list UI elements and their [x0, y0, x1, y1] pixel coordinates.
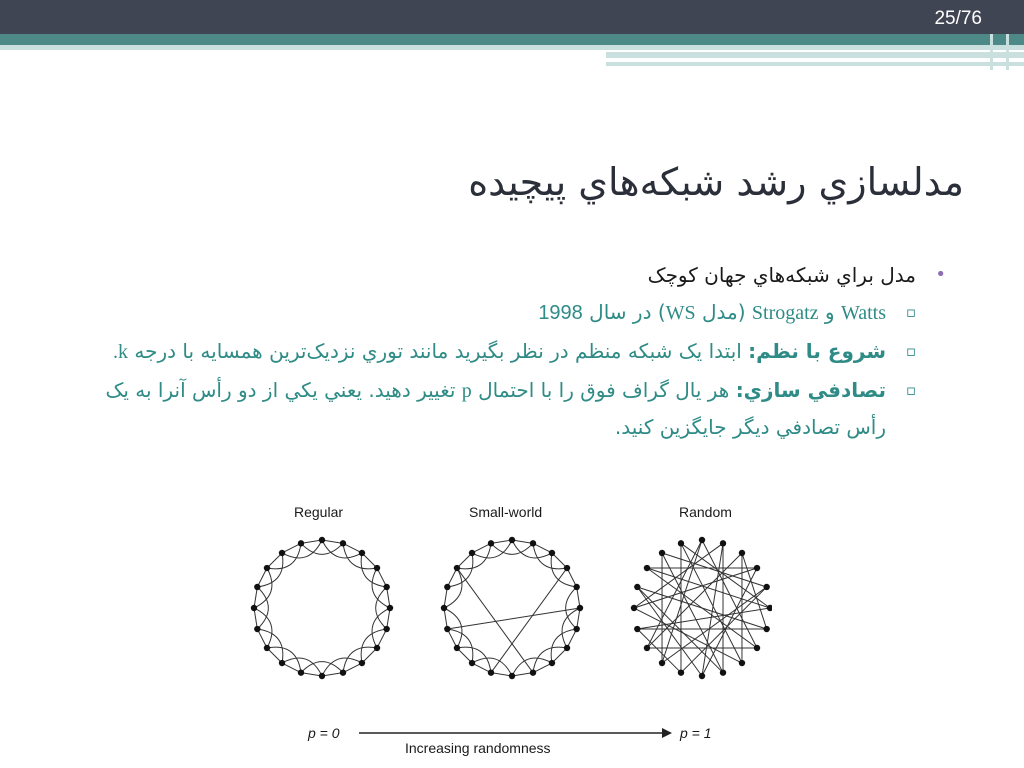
network-node	[577, 605, 583, 611]
network-node	[469, 550, 475, 556]
text-and: و	[818, 300, 841, 324]
network-node	[454, 645, 460, 651]
bullet-square-icon: ▫	[905, 342, 916, 360]
small-world-network	[441, 537, 583, 679]
network-node	[279, 660, 285, 666]
bullet-sub-2-text: ابتدا يک شبکه منظم در نظر بگيريد مانند توري نزديک‌ترين همسايه با درجه	[128, 339, 749, 363]
neighbor-edge	[447, 629, 473, 663]
network-node	[298, 669, 304, 675]
shortcut-edge	[447, 608, 580, 629]
decor-band	[606, 52, 1024, 58]
network-node	[720, 669, 726, 675]
label-random: Random	[679, 504, 732, 520]
neighbor-edge	[361, 629, 387, 663]
bullet-dot-icon: •	[935, 264, 946, 285]
network-node	[340, 540, 346, 546]
network-node	[739, 550, 745, 556]
bullet-sub-3-bold: تصادفي سازي:	[735, 378, 886, 402]
network-node	[644, 565, 650, 571]
network-node	[264, 645, 270, 651]
network-node	[573, 626, 579, 632]
network-node	[549, 550, 555, 556]
random-edge	[681, 543, 742, 663]
network-node	[319, 537, 325, 543]
decor-band	[1006, 34, 1009, 70]
bullet-sub-2-bold: شروع با نظم:	[748, 339, 886, 363]
network-node	[678, 669, 684, 675]
network-node	[549, 660, 555, 666]
neighbor-edge	[533, 647, 567, 673]
author-strogatz: Strogatz	[751, 302, 819, 324]
network-node	[509, 673, 515, 679]
neighbor-edge	[343, 647, 377, 673]
network-node	[530, 669, 536, 675]
label-regular: Regular	[294, 504, 344, 520]
network-node	[631, 605, 637, 611]
network-node	[634, 626, 640, 632]
regular-network	[251, 537, 393, 679]
network-node	[444, 626, 450, 632]
network-node	[441, 605, 447, 611]
decor-band	[990, 34, 993, 70]
network-node	[454, 565, 460, 571]
neighbor-edge	[376, 587, 387, 629]
network-node	[530, 540, 536, 546]
neighbor-edge	[267, 543, 301, 569]
network-node	[374, 645, 380, 651]
network-node	[659, 550, 665, 556]
random-edge	[647, 553, 742, 648]
neighbor-edge	[257, 587, 268, 629]
neighbor-edge	[301, 543, 343, 554]
bullet-sub-3	[86, 372, 946, 445]
network-figure	[232, 496, 772, 766]
random-edge	[647, 568, 770, 608]
arrow-head-icon	[662, 728, 672, 738]
network-node	[564, 645, 570, 651]
network-node	[279, 550, 285, 556]
network-node	[720, 540, 726, 546]
network-node	[659, 660, 665, 666]
shortcut-edge	[457, 568, 533, 673]
random-edge	[634, 543, 723, 608]
random-edge	[702, 540, 757, 648]
network-node	[444, 584, 450, 590]
random-edge	[662, 553, 723, 673]
network-node	[383, 584, 389, 590]
network-node	[739, 660, 745, 666]
decor-band	[0, 45, 1024, 50]
neighbor-edge	[447, 553, 473, 587]
network-node	[488, 669, 494, 675]
bullet-sub-2	[86, 333, 946, 370]
network-node	[340, 669, 346, 675]
neighbor-edge	[491, 543, 533, 554]
neighbor-edge	[361, 553, 387, 587]
network-node	[763, 626, 769, 632]
decor-band	[606, 62, 1024, 66]
network-node	[264, 565, 270, 571]
network-node	[699, 537, 705, 543]
bullet-main	[86, 258, 946, 292]
bullet-sub-1	[86, 294, 946, 331]
network-node	[754, 565, 760, 571]
label-p0: p = 0	[308, 725, 340, 741]
random-edge	[647, 540, 702, 648]
neighbor-edge	[457, 647, 491, 673]
network-node	[699, 673, 705, 679]
neighbor-edge	[457, 543, 491, 569]
network-node	[251, 605, 257, 611]
slide-content	[86, 258, 946, 445]
network-node	[678, 540, 684, 546]
network-node	[634, 584, 640, 590]
neighbor-edge	[533, 543, 567, 569]
network-node	[573, 584, 579, 590]
network-node	[488, 540, 494, 546]
bullet-main-text: مدل براي شبکه‌هاي جهان کوچک	[647, 263, 916, 287]
neighbor-edge	[566, 587, 577, 629]
network-node	[754, 645, 760, 651]
network-node	[644, 645, 650, 651]
bullet-square-icon: ▫	[905, 303, 916, 321]
network-node	[383, 626, 389, 632]
page-number: 25/76	[934, 8, 982, 29]
neighbor-edge	[343, 543, 377, 569]
bullet-square-icon: ▫	[905, 381, 916, 399]
decor-band	[0, 34, 1024, 45]
random-network	[631, 537, 772, 679]
network-node	[298, 540, 304, 546]
random-edge	[681, 587, 767, 673]
bullet-sub-3-text-2: تغيير دهيد. يعني يکي از دو رأس آنرا به يک رأس تصادفي ديگر جايگزين کنيد.	[105, 378, 886, 439]
network-node	[359, 550, 365, 556]
label-small-world: Small-world	[469, 504, 543, 520]
label-increasing-randomness: Increasing randomness	[405, 740, 551, 756]
network-node	[469, 660, 475, 666]
neighbor-edge	[301, 662, 343, 673]
network-node	[254, 584, 260, 590]
network-node	[319, 673, 325, 679]
bullet-sub-3-text-1: هر يال گراف فوق را با احتمال	[471, 378, 736, 402]
top-bar	[0, 0, 1024, 34]
network-node	[359, 660, 365, 666]
label-p1: p = 1	[680, 725, 712, 741]
network-node	[564, 565, 570, 571]
random-edge	[647, 568, 757, 648]
network-node	[374, 565, 380, 571]
random-edge	[637, 608, 770, 629]
neighbor-edge	[551, 553, 577, 587]
network-node	[509, 537, 515, 543]
text-in-year: ) در سال	[582, 300, 666, 324]
network-node	[254, 626, 260, 632]
neighbor-edge	[257, 629, 283, 663]
neighbor-edge	[267, 647, 301, 673]
neighbor-edge	[257, 553, 283, 587]
network-node	[387, 605, 393, 611]
degree-k: k.	[113, 341, 129, 363]
neighbor-edge	[551, 629, 577, 663]
text-model: (مدل	[695, 300, 752, 324]
model-ws: WS	[665, 302, 696, 324]
year-value: 1998	[538, 302, 583, 324]
network-node	[763, 584, 769, 590]
slide-title: مدلسازي رشد شبکه‌هاي پيچيده	[468, 160, 964, 204]
random-edge	[681, 543, 770, 608]
author-watts: Watts	[840, 302, 886, 324]
probability-p: p	[461, 380, 472, 402]
